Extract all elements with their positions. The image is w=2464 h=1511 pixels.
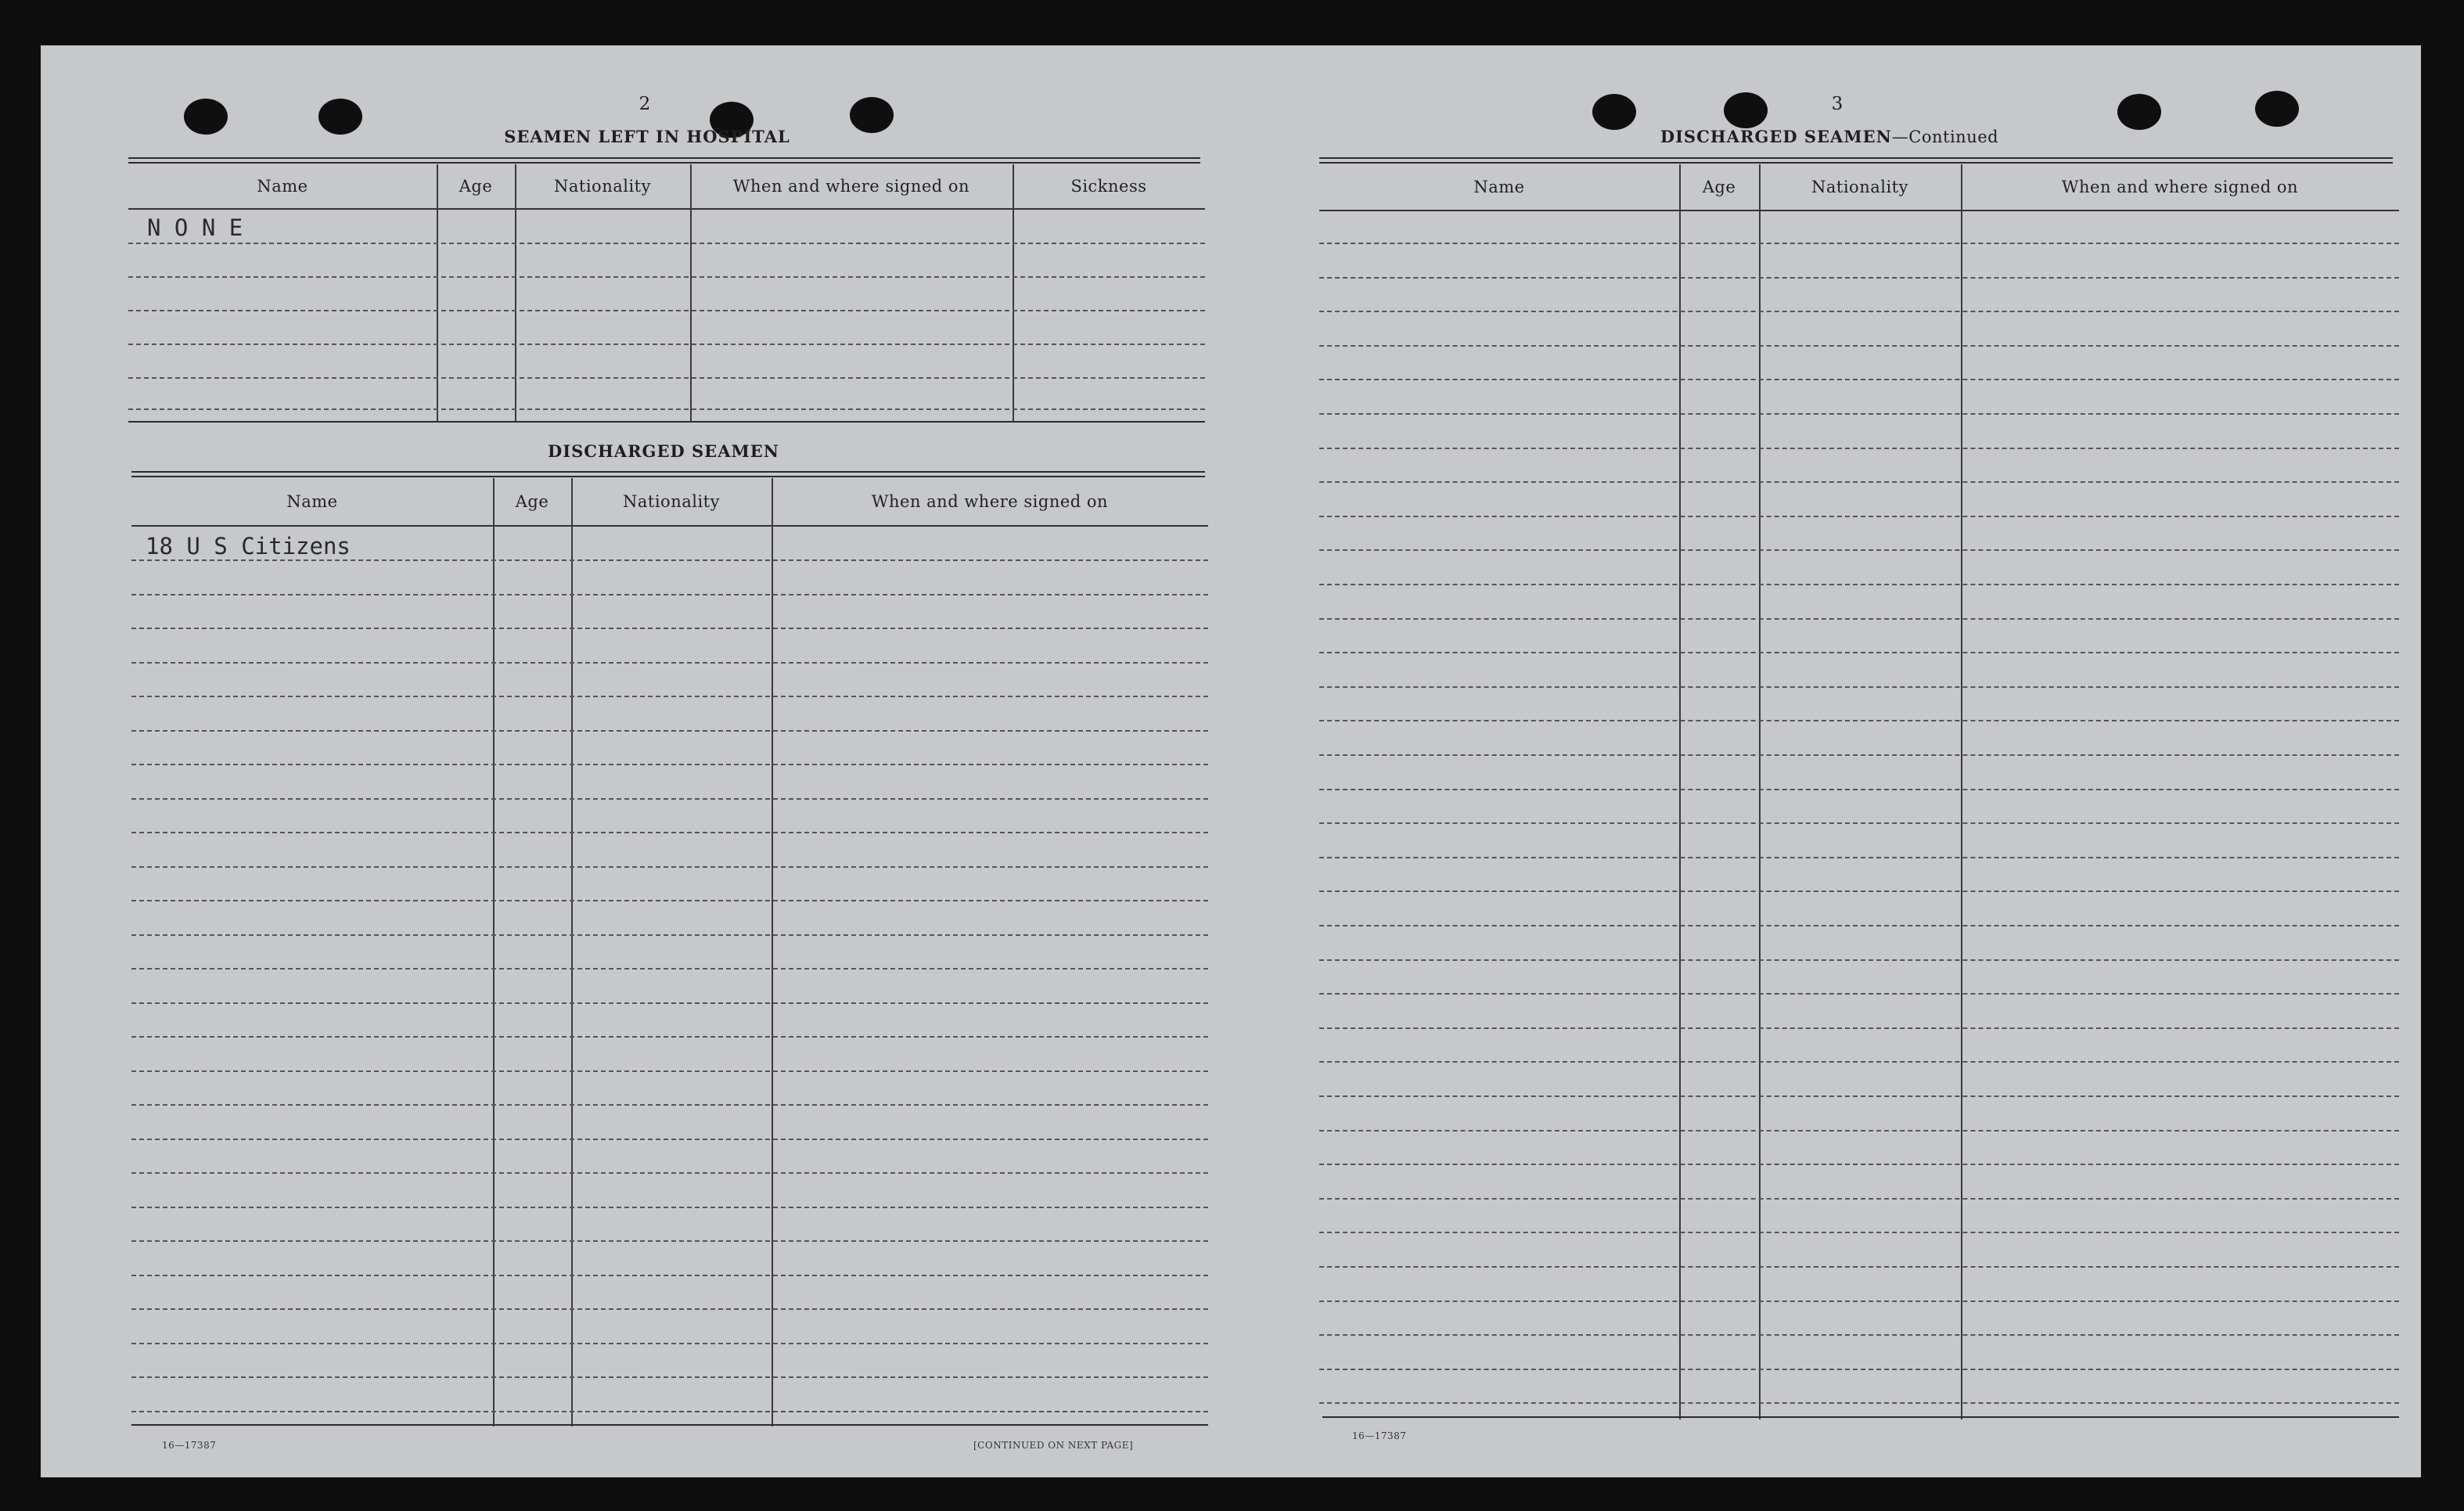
row-rule [131,1207,1208,1208]
column-header-signed-on: When and where signed on [732,177,970,196]
hospital-table [128,164,1205,423]
row-rule [131,866,1208,868]
column-header-name: Name [286,492,338,511]
table-bottom-rule [1322,1416,2399,1418]
row-rule [1319,1027,2399,1029]
row-rule [131,1104,1208,1106]
hospital-entry: N O N E [147,214,243,241]
hospital-section-title: SEAMEN LEFT IN HOSPITAL [504,127,790,146]
row-rule [1319,516,2399,517]
row-rule [131,764,1208,765]
row-rule [1319,584,2399,585]
row-rule [1319,345,2399,347]
discharged-entry: 18 U S Citizens [146,533,351,559]
punch-hole [318,99,362,135]
row-rule [1319,652,2399,653]
column-divider [1679,164,1681,1419]
row-rule [1319,1130,2399,1131]
row-rule [1319,379,2399,380]
row-rule [131,798,1208,800]
column-header-nationality: Nationality [1811,178,1908,196]
row-rule [131,1036,1208,1038]
row-rule [131,1411,1208,1412]
punch-hole [1592,94,1636,130]
title-rule [131,476,1205,477]
row-rule [1319,1369,2399,1370]
row-rule [1319,857,2399,858]
row-rule [128,276,1205,278]
row-rule [1319,277,2399,279]
row-rule [131,1308,1208,1310]
row-rule [1319,1198,2399,1200]
title-rule [1319,162,2393,164]
row-rule [1319,1301,2399,1302]
title-rule [1319,157,2393,159]
row-rule [131,1376,1208,1378]
row-rule [131,594,1208,595]
column-divider [493,478,495,1426]
form-number-right: 16—17387 [1352,1430,1407,1441]
discharged-table-right [1319,164,2399,1419]
table-bottom-rule [128,421,1205,423]
row-rule [1319,1095,2399,1097]
row-rule [131,662,1208,664]
row-rule [131,968,1208,970]
hospital-header-row [128,164,1205,210]
column-header-age: Age [459,177,493,196]
row-rule [131,1275,1208,1276]
row-rule [1319,618,2399,620]
page-number-right: 3 [1831,94,1844,114]
row-rule [131,1240,1208,1242]
row-rule [1319,754,2399,756]
row-rule [1319,481,2399,483]
row-rule [131,900,1208,901]
row-rule [131,832,1208,833]
punch-hole [2255,91,2299,127]
row-rule [131,1070,1208,1072]
column-divider [515,164,516,423]
row-rule [1319,890,2399,892]
row-rule [1319,448,2399,449]
column-divider [1759,164,1761,1419]
row-rule [128,243,1205,244]
column-header-name: Name [257,177,308,196]
column-divider [437,164,438,423]
row-rule [131,1002,1208,1004]
discharged-continued-title [1660,127,1998,146]
column-divider [690,164,692,423]
row-rule [131,934,1208,936]
row-rule [1319,1232,2399,1233]
row-rule [1319,959,2399,961]
punch-hole [850,97,894,133]
column-header-age: Age [515,492,549,511]
row-rule [1319,686,2399,688]
row-rule [128,377,1205,379]
ledger-sheet [41,45,2421,1477]
row-rule [1319,1164,2399,1165]
row-rule [1319,925,2399,926]
row-rule [1319,549,2399,551]
row-rule [131,1343,1208,1344]
page-number-left: 2 [638,94,651,114]
row-rule [1319,720,2399,721]
discharged-table-left [131,478,1208,1426]
column-header-signed-on: When and where signed on [871,492,1109,511]
title-suffix: —Continued [1891,128,1999,146]
column-divider [571,478,573,1426]
discharged-header-row [131,478,1208,527]
discharged-header-row [1319,164,2399,211]
punch-hole [1724,92,1768,128]
column-divider [772,478,773,1426]
column-divider [1013,164,1014,423]
title-rule [131,471,1205,473]
row-rule [1319,311,2399,312]
row-rule [1319,1402,2399,1404]
row-rule [1319,1061,2399,1063]
row-rule [1319,789,2399,790]
row-rule [1319,1334,2399,1336]
row-rule [1319,822,2399,824]
column-divider [1961,164,1962,1419]
continued-note: [CONTINUED ON NEXT PAGE] [973,1440,1134,1451]
row-rule [131,1139,1208,1140]
row-rule [131,696,1208,697]
row-rule [1319,243,2399,244]
column-header-age: Age [1702,178,1736,196]
title-rule [128,162,1200,164]
row-rule [1319,1266,2399,1268]
row-rule [1319,413,2399,415]
row-rule [131,628,1208,629]
row-rule [131,730,1208,732]
title-text: DISCHARGED SEAMEN [1660,127,1892,146]
form-number-left: 16—17387 [162,1440,217,1451]
column-header-signed-on: When and where signed on [2061,178,2299,196]
punch-hole [2117,94,2161,130]
column-header-sickness: Sickness [1070,177,1147,196]
row-rule [131,1172,1208,1174]
discharged-section-title: DISCHARGED SEAMEN [548,441,779,461]
row-rule [131,559,1208,561]
column-header-name: Name [1473,178,1525,196]
row-rule [128,310,1205,311]
row-rule [128,344,1205,345]
punch-hole [184,99,228,135]
column-header-nationality: Nationality [623,492,720,511]
row-rule [128,408,1205,410]
row-rule [1319,993,2399,995]
table-bottom-rule [131,1424,1208,1426]
title-rule [128,157,1200,159]
column-header-nationality: Nationality [554,177,651,196]
